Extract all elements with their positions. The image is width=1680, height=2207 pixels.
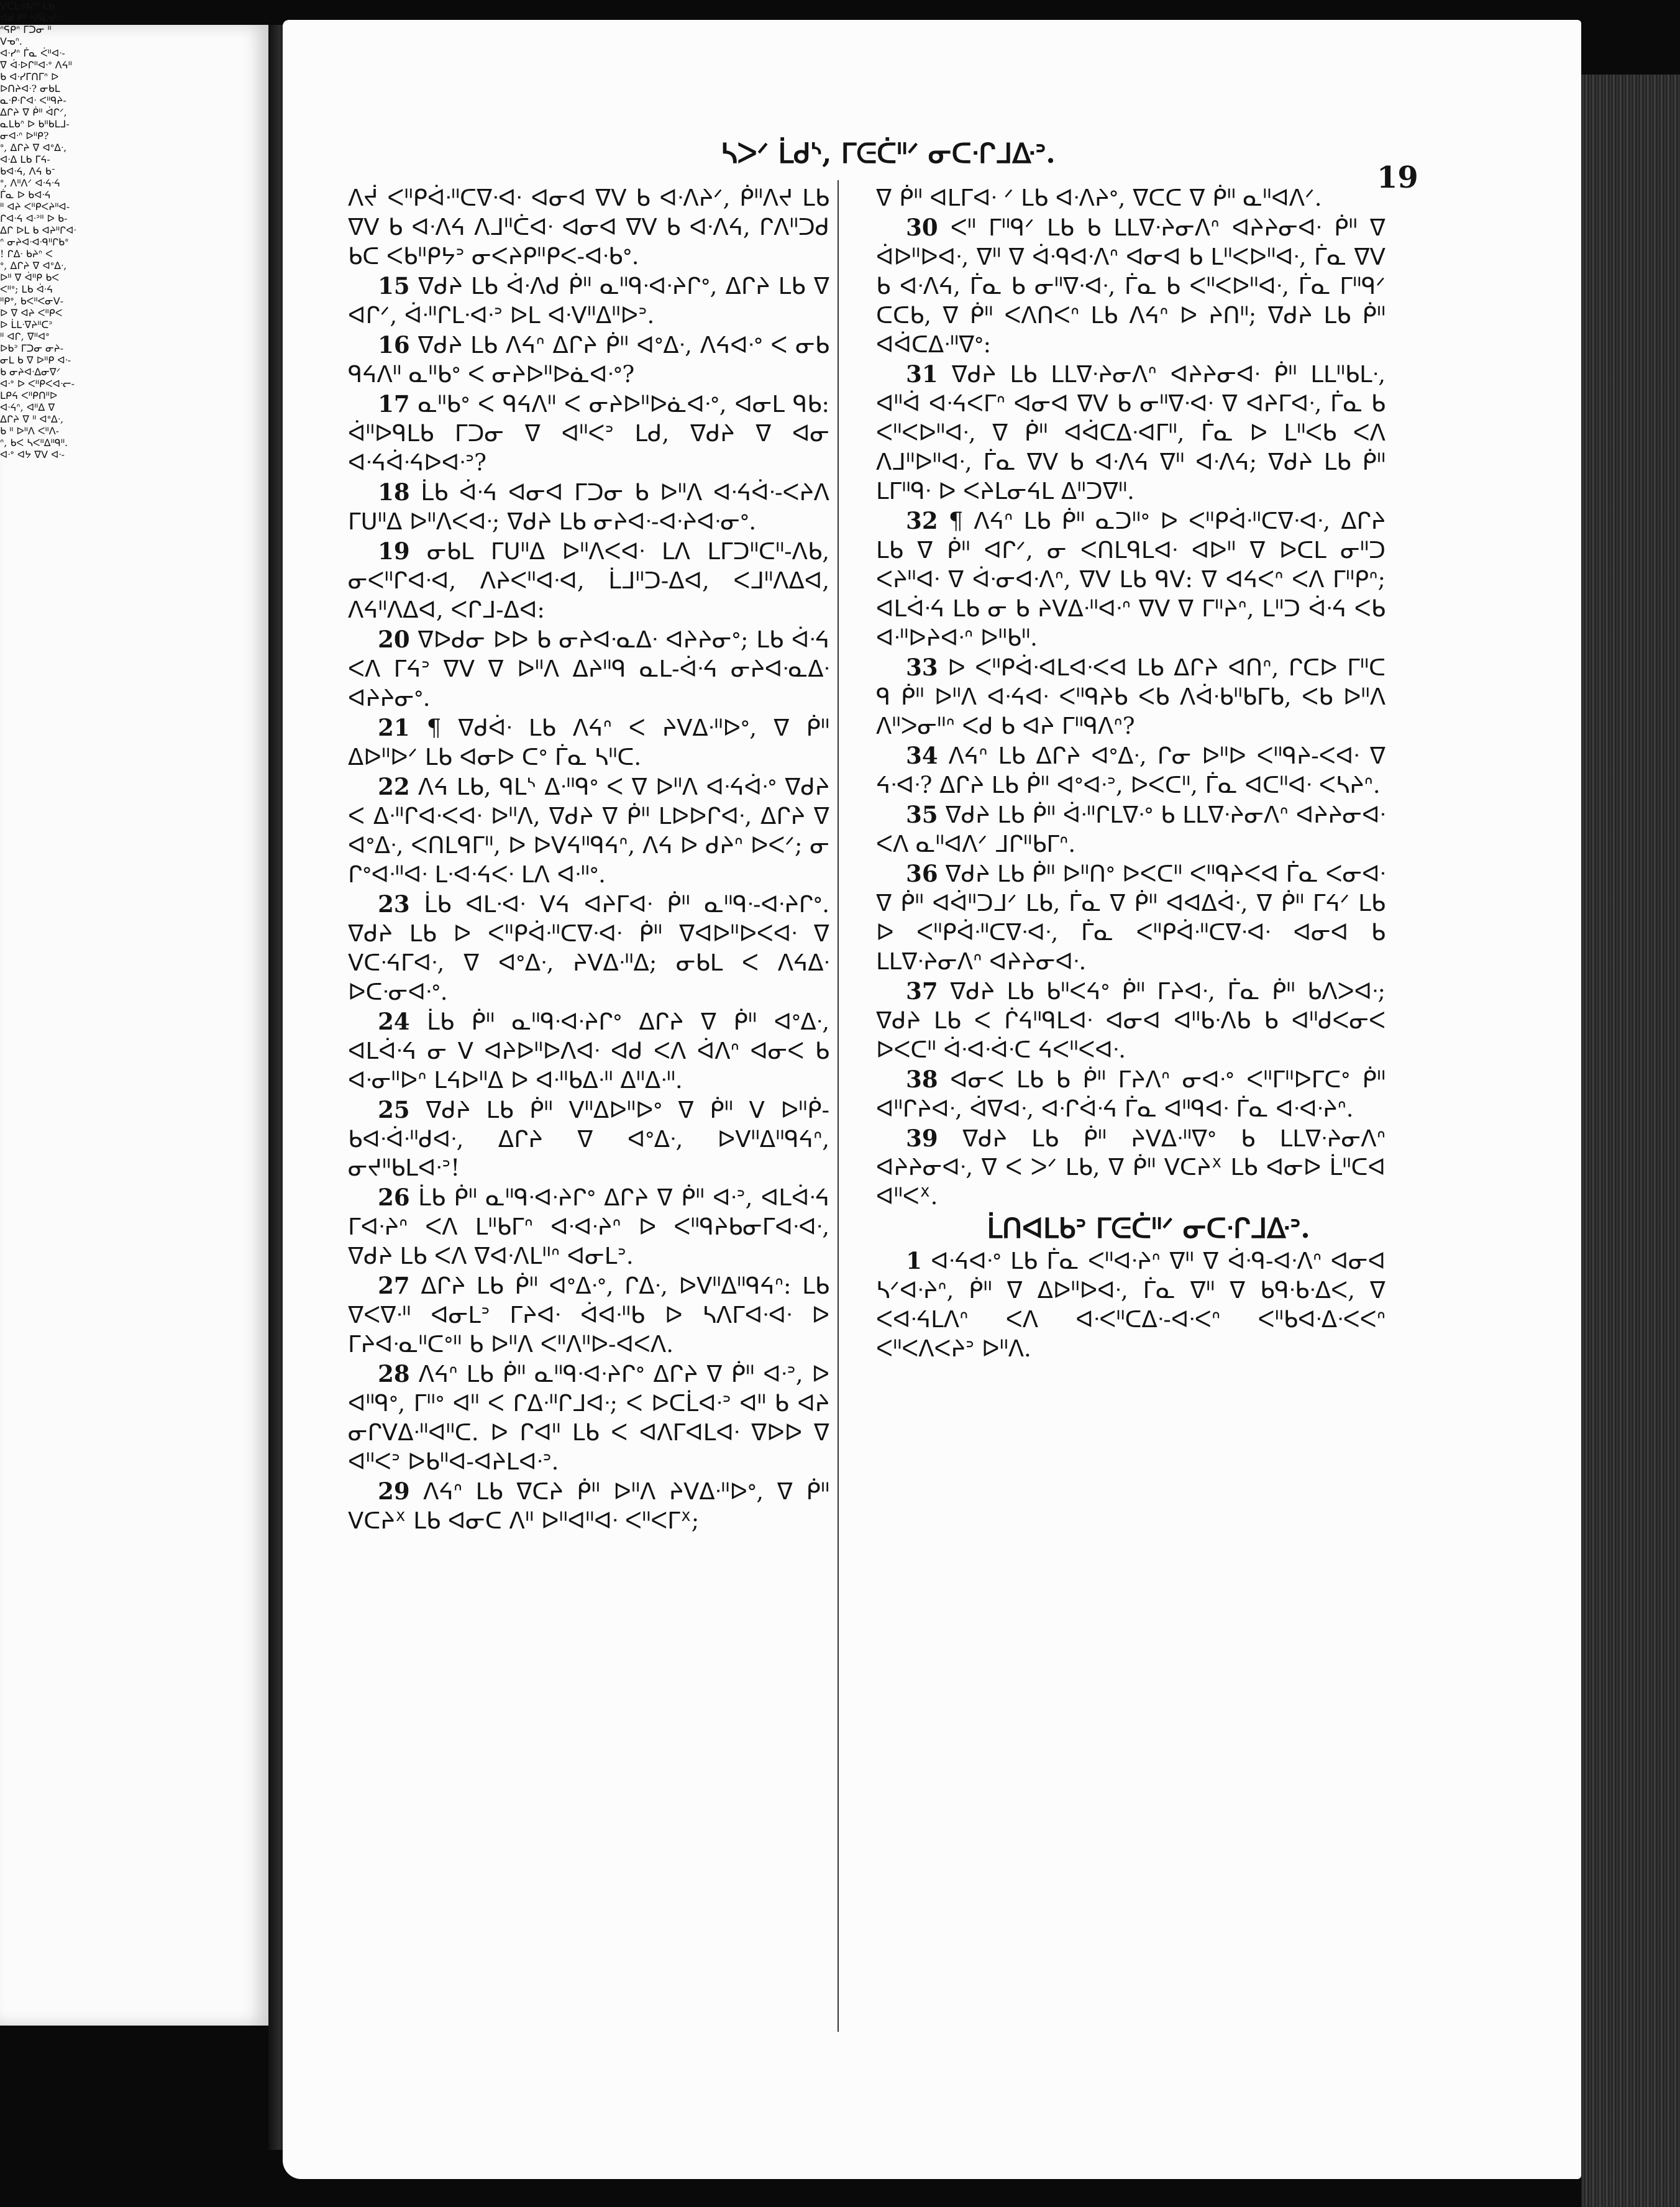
verse: [348, 1271, 829, 1359]
verse-number: 36: [906, 859, 938, 887]
verse: [876, 800, 1386, 859]
left-page-fragment: ᐁ ᐋᐧᐅᒋᐦᐊᐧᐤ ᐱᔦᐦ: [0, 59, 72, 71]
verse: [348, 1477, 829, 1536]
verse: [876, 1124, 1386, 1212]
verse-number: 17: [378, 390, 410, 418]
verse-number: 30: [906, 213, 938, 241]
verse: [876, 506, 1386, 653]
verse-text: ᐊᓂᐸ ᒪᑲ ᑲ ᑮᐦ ᒥᔨᐱᐢ ᓂᐊᐧᐤ ᐸᐦᒥᐦᐅᒥᑕᐤ ᑮᐦ ᐊᐦᒋᔨᐊᐧ, ᐋᐁᐊᐧ, ᐊᐧᒋᐋᐧᔦ ᒦᓇ ᐊᐦᑫᐊᐧ ᒦᓇ ᐊᐧᐊᐧᔨᐢ.: [876, 1066, 1386, 1122]
right-column: [876, 184, 1386, 1364]
verse-text: ᐅ ᐸᐦᑭᐋᐧᐊᒪᐊᐧᐸᐊ ᒪᑲ ᐃᒋᔨ ᐊᑎᐢ, ᒋᑕᐅ ᒥᐦᑕ ᑫ ᑮᐦ ᐅᐦᐱ ᐊᐧᔦᐊᐧ ᐸᐦᑫᔨᑲ ᐸᑲ ᐱᐋᐧᑲᐦᑲᒥᑲ, ᐸᑲ ᐅᐦᐱ ᐱᐦᐳᓂᐦᐢ ᐸᑯ ᑲ ᐊᔨ ᒥᐦᑫᐱᐢ?: [876, 654, 1386, 739]
verse: [348, 625, 829, 713]
verse-number: 39: [906, 1124, 938, 1152]
verse-number: 16: [378, 331, 410, 359]
verse-number: 38: [906, 1065, 938, 1093]
left-page-fragment: ᐊᑯ ᑭᐦ ᓴᕋᒪᐧᓯᐢ: [0, 12, 60, 24]
left-column: [348, 184, 829, 1536]
verse-text: ᐊᐧᔦᐊᐧᐤ ᒪᑲ ᒦᓇ ᐸᐦᐊᐧᔨᐢ ᐁᐦ ᐁ ᐋᐧᑫ-ᐊᐧᐱᐢ ᐊᓂᐊ ᓴᐟᐊᐧᔨᐢ, ᑮᐦ ᐁ ᐃᐅᐦᐅᐊᐧ, ᒦᓇ ᐁᐦ ᐁ ᑲᑫᐧᑲᐧᐃᐸ, ᐁ ᐸᐊᐧᔦᒪᐱᐢ ᐸᐱ ᐊᐧᐸᐦᑕᐃᐧ-ᐊᐧᐸᐢ ᐸᐦᑲᐊᐧᐃᐧᐸᐸᐢ ᐸᐦᐸᐱᐸᔨᐣ ᐅᐦᐱ.: [876, 1248, 1386, 1363]
verse: [348, 890, 829, 1007]
verse: [348, 272, 829, 331]
verse-number: 1: [906, 1247, 922, 1275]
left-page-fragment: ᐸᐦᐤ; ᒪᑲ ᐋᐧᔦ: [0, 283, 53, 295]
verse-number: 33: [906, 653, 938, 681]
verse: [348, 713, 829, 772]
verse-number: 21: [378, 713, 410, 741]
left-page-fragment: ᐤ, ᐱᐦᐱᐟ ᐊᐧᔦᐧᔦ: [0, 177, 60, 189]
verse-text: ᐁᑯᔨ ᒪᑲ ᐋᐧᐱᑯ ᑮᐦ ᓇᐦᑫᐧᐊᐧᔨᒋᐤ, ᐃᒋᔨ ᒪᑲ ᐁ ᐊᒋᐟ, ᐋᐧᐦᒋᒪᐧᐊᐧᐣ ᐅᒪ ᐊᐧᐯᐦᐃᐦᐅᐣ.: [348, 272, 829, 329]
verse-text: ᓇᐦᑲᐤ ᐸ ᑫᔦᐱᐦ ᐸ ᓂᔨᐅᐦᐅᓈᐊᐧᐤ, ᐊᓂᒪ ᑫᑲ: ᐋᐦᐅᑫᒪᑲ ᒥᑐᓂ ᐁ ᐊᐦᐸᐣ ᒪᑯ, ᐁᑯᔨ ᐁ ᐊᓂ ᐊᐧᔦᐋᐧᔦᐅᐊᐧᐣ?: [348, 390, 829, 476]
verse-text: ᐁᐅᑯᓂ ᐅᐅ ᑲ ᓂᔨᐊᐧᓇᐃᐧ ᐊᔨᔨᓂᐤ; ᒪᑲ ᐋᐧᔦ ᐸᐱ ᒥᔦᐣ ᐁᐯ ᐁ ᐅᐦᐱ ᐃᔨᐦᑫ ᓇᒪ-ᐋᐧᔦ ᓂᔨᐊᐧᓇᐃᐧ ᐊᔨᔨᓂᐤ.: [348, 626, 830, 711]
verse: [876, 1065, 1386, 1124]
left-page-fragment: ᐃᒋᔨ ᐁ ᑮᐦ ᐋᒋᐟ,: [0, 106, 67, 118]
left-page-fragment: ᐊᐧᐃ ᒪᑲ ᒥᔦ-: [0, 153, 50, 165]
left-page-fragment: ᐊᐧᐤ ᐊᔭ ᐁᐯ ᐊᐧ-: [0, 449, 65, 460]
left-page-fragment: ᐯᑕᒪᐧᐊᓯᐢ ᒪᑲ: [0, 0, 55, 12]
left-page-fragment: ᓇᐧᑭᐧᒋᐊᐧ ᐸᐦᑫᔨ-: [0, 94, 66, 106]
left-page-fragment: ᐅᑎᔨᐊᐧ? ᓂᑲᒪ: [0, 83, 60, 94]
verse: [348, 478, 829, 537]
verse: [876, 213, 1386, 360]
verse-text: ᒫᑲ ᐋᐧᔦ ᐊᓂᐊ ᒥᑐᓂ ᑲ ᐅᐦᐱ ᐊᐧᔦᐋᐧ-ᐸᔨᐱ ᒥᑌᐦᐃ ᐅᐦᐱᐸᐊᐧ; ᐁᑯᔨ ᒪᑲ ᓂᔨᐊᐧ-ᐊᐧᔨᐊᐧᓂᐤ.: [348, 478, 829, 535]
left-page-fragment: ᐢ ᓂᔨᐊᐧᐊᐧᑫᐦᒋᑲᐤ: [0, 236, 69, 248]
verse-text: ᒫᑲ ᐊᒪᐧᐊᐧ ᐯᔦ ᐊᔨᒥᐊᐧ ᑮᐦ ᓇᐦᑫᐧ-ᐊᐧᔨᒋᐤ. ᐁᑯᔨ ᒪᑲ ᐅ ᐸᐦᑭᐋᐧᐦᑕᐁᐧᐊᐧ ᑮᐦ ᐁᐊᐅᐦᐅᐸᐊᐧ ᐁ ᐯᑕᐧᔦᒥᐊᐧ, ᐁ ᐊᐤᐃᐧ, ᔨᐯᐃᐧᐦᐃ; ᓂᑲᒪ ᐸ ᐱᔦᐃᐧ ᐅᑕᐧᓂᐊᐧᐤ.: [348, 890, 830, 1005]
verse-text: ᐱᔫ ᐸᐦᑭᐋᐧᐦᑕᐁᐧᐊᐧ ᐊᓂᐊ ᐁᐯ ᑲ ᐊᐧᐱᔨᐟ, ᑮᐦᐱᔪ ᒪᑲ ᐁᐯ ᑲ ᐊᐧᐱᔦ ᐱᒧᐦᑖᐊᐧ ᐊᓂᐊ ᐁᐯ ᑲ ᐊᐧᐱᔦ, ᒋᐱᐦᑐᑯ ᑲᑕ ᐸᑲᐦᑭᔭᐣ ᓂᐸᔨᑭᐦᑭᐸ-ᐊᐧᑲᐤ.: [348, 185, 829, 270]
verse-number: 18: [378, 478, 410, 506]
verse: [876, 360, 1386, 506]
left-page-fragment: ᒪᑭᔦ ᐸᐦᑭᑎᐦᐅ: [0, 390, 58, 401]
verse-text: ¶ ᐁᑯᐋᐧ ᒪᑲ ᐱᔦᐢ ᐸ ᔨᐯᐃᐧᐦᐅᐤ, ᐁ ᑮᐦ ᐃᐅᐦᐅᐟ ᒪᑲ ᐊᓂᐅ ᑕᐤ ᒦᓇ ᓴᐦᑕ.: [348, 714, 830, 770]
left-page-fragment: ! ᒋᐃᐧ ᑲᔨᐢ ᐸ: [0, 248, 53, 260]
verse: [348, 1095, 829, 1184]
verse-number: 34: [906, 741, 938, 769]
left-page-fragment: ᐅᐦ ᐁ ᐋᐦᑭ ᑲᐸ: [0, 272, 59, 283]
section-title: ᒫᑎᐊᒪᑲᐣ ᒥᕮᑖᐦᐟ ᓂᑕᐧᒋᒧᐏᐣ.: [987, 1213, 1310, 1245]
left-page-fragment: ᓂᒪ ᑲ ᐁ ᐅᐦᑭ ᐊᐧ-: [0, 354, 71, 366]
verse: [348, 184, 829, 272]
verse-text: ᐁᑯᔨ ᒪᑲ ᑮᐦ ᐋᐧᐦᒋᒪᐁᐧᐤ ᑲ ᒪᒪᐁᐧᔨᓂᐱᐢ ᐊᔨᔨᓂᐊᐧ ᐸᐱ ᓇᐦᐊᐱᐟ ᒧᒋᐦᑲᒥᐢ.: [876, 801, 1386, 857]
verse-text: ᐁᑯᔨ ᒪᑲ ᒪᒪᐁᐧᔨᓂᐱᐢ ᐊᔨᔨᓂᐊᐧ ᑮᐦ ᒪᒪᐦᑲᒪᐧ, ᐊᐦᐋ ᐊᐧᔦᐸᒥᐢ ᐊᓂᐊ ᐁᐯ ᑲ ᓂᐦᐁᐧᐊᐧ ᐁ ᐊᔨᒥᐊᐧ, ᒦᓇ ᑲ ᐸᐦᐸᐅᐦᐊᐧ, ᐁ ᑮᐦ ᐊᐋᑕᐃᐧᐊᒥᐦ, ᒦᓇ ᐅ ᒪᐦᐸᑲ ᐸᐱ ᐱᒧᐦᐅᐦᐊᐧ, ᒦᓇ ᐁᐯ ᑲ ᐊᐧᐱᔦ ᐁᐦ ᐊᐧᐱᔦ; ᐁᑯᔨ ᒪᑲ ᑮᐦ ᒪᒥᐦᑫᐧ ᐅ ᐸᔨᒪᓂᔦᒪ ᐃᐦᑐᐁᐦ.: [876, 360, 1386, 505]
verse-number: 37: [906, 977, 938, 1005]
left-page-fragment: ᐊᐧᐤ ᐅ ᐸᐦᑭᐸᐊᐧᓕ-: [0, 378, 75, 390]
verse-text: ᐱᔦ ᒪᑲ, ᑫᒪᔅ ᐃᐧᐦᑫᐤ ᐸ ᐁ ᐅᐦᐱ ᐊᐧᔦᐋᐧᐤ ᐁᑯᔨ ᐸ ᐃᐧᐦᒋᐊᐧᐸᐊᐧ ᐅᐦᐱ, ᐁᑯᔨ ᐁ ᑮᐦ ᒪᐅᐅᒋᐊᐧ, ᐃᒋᔨ ᐁ ᐊᐤᐃᐧ, ᐸᑎᒪᑫᒥᐦ, ᐅ ᐅᐯᔦᐦᑫᔦᐢ, ᐱᔦ ᐅ ᑯᔨᐢ ᐅᐸᐟ; ᓂ ᒋᐤᐊᐧᐦᐊᐧ ᒪᐧᐊᐧᔦᐸᐧ ᒪᐱ ᐊᐧᐦᐤ.: [348, 773, 829, 888]
verse-number: 27: [378, 1272, 410, 1300]
left-page-fragments: [0, 0, 268, 2026]
left-page-fragment: ᓇᒪᑲᐢ ᐅ ᑲᐦᑲᒪᒧ-: [0, 118, 70, 130]
verse: [876, 977, 1386, 1065]
left-page-fragment: ᐦᑭᐤ, ᑲᐸᐦᐸᓂᐯ-: [0, 295, 64, 307]
left-page-fragment: ᐃᒋᔨ ᐁ ᐦ ᐊᐤᐃᐧ,: [0, 413, 64, 425]
left-page-fragment: ᐅᑲᐣ ᒥᑐᓂ ᓂᔨ-: [0, 342, 64, 354]
verse-number: 20: [378, 625, 410, 653]
verse: [348, 1183, 829, 1271]
left-page-fragment: ᐢᕋᑭᐢ ᒥᑐᓂ ᐦ: [0, 24, 52, 35]
left-page-fragment: ᑲᐊᐧᔦ, ᐱᔦ ᑲᐨ: [0, 165, 55, 177]
left-page-fragment: ᐅ ᐁ ᐊᔨ ᐸᐦᑭᐸ: [0, 307, 63, 319]
verse-number: 35: [906, 800, 938, 828]
left-page-fragment: ᐢ, ᑲᐸ ᓴᐸᐦᐃᐦᑫᐦ.: [0, 437, 68, 449]
left-page-fragment: ᐦ ᐊᔨ ᐸᐦᑭᐸᔨᐦᐊ-: [0, 201, 70, 212]
verse-number: 28: [378, 1360, 410, 1388]
left-page-fragment: ᐯᓀᐢ.: [0, 35, 22, 47]
verse-text: ᐁᑯᔨ ᒪᑲ ᑲᐦᐸᔦᐤ ᑮᐦ ᒥᔨᐊᐧ, ᒦᓇ ᑮᐦ ᑲᐱᐳᐊᐧ; ᐁᑯᔨ ᒪᑲ ᐸ ᒌᔦᐦᑫᒪᐊᐧ ᐊᓂᐊ ᐊᐦᑲᐧᐱᑲ ᑲ ᐊᐦᑯᐸᓂᐸ ᐅᐸᑕᐦ ᐋᐧᐊᐧᐋᐧᑕ ᔦᐸᐦᐸᐊᐧ.: [876, 977, 1386, 1063]
left-page-fragment: ᐊᐧᔦᐢ, ᐊᐦᐃ ᐁ: [0, 401, 55, 413]
verse-text: ᐁᑯᔨ ᒪᑲ ᑮᐦ ᔨᐯᐃᐧᐦᐁᐤ ᑲ ᒪᒪᐁᐧᔨᓂᐱᐢ ᐊᔨᔨᓂᐊᐧ, ᐁ ᐸ ᐳᐟ ᒪᑲ, ᐁ ᑮᐦ ᐯᑕᔨᕽ ᒪᑲ ᐊᓂᐅ ᒫᐦᑕᐊ ᐊᐦᐸᕽ.: [876, 1125, 1386, 1210]
verse-number: 25: [378, 1095, 410, 1123]
verse-text: ᐁᑯᔨ ᒪᑲ ᑮᐦ ᐅᐦᑎᐤ ᐅᐸᑕᐦ ᐸᐦᑫᔨᐸᐊ ᒦᓇ ᐸᓂᐊᐧ ᐁ ᑮᐦ ᐊᐋᐦᑐᒧᐟ ᒪᑲ, ᒦᓇ ᐁ ᑮᐦ ᐊᐊᐃᐋᐧ, ᐁ ᑮᐦ ᒥᔦᐟ ᒪᑲ ᐅ ᐸᐦᑭᐋᐧᐦᑕᐁᐧᐊᐧ, ᒦᓇ ᐸᐦᑭᐋᐧᐦᑕᐁᐧᐊᐧ ᐊᓂᐊ ᑲ ᒪᒪᐁᐧᔨᓂᐱᐢ ᐊᔨᔨᓂᐊᐧ.: [876, 860, 1386, 975]
verse-number: 26: [378, 1184, 410, 1212]
verse: [348, 390, 829, 478]
verse-number: 15: [378, 272, 410, 299]
verse-text: ᓂᑲᒪ ᒥᑌᐦᐃ ᐅᐦᐱᐸᐊᐧ ᒪᐱ ᒪᒥᑐᐦᑕᐦ-ᐱᑲ, ᓂᐸᐦᒋᐊᐧᐊ, ᐱᔨᐸᐦᐊᐧᐊ, ᒫᒧᐦᑐ-ᐃᐊ, ᐸᒧᐦᐱᐃᐊ, ᐱᔦᐦᐱᐃᐊ, ᐸᒋᒧ-ᐃᐊ:: [348, 537, 829, 623]
left-page-fragment: ᐅ ᒫᒪᐧᐁᔨᐦᑕᐣ: [0, 319, 53, 331]
verse: [876, 653, 1386, 741]
verse-number: 24: [378, 1007, 410, 1035]
verse-text: ᐱᔦᐢ ᒪᑲ ᐃᒋᔨ ᐊᐤᐃᐧ, ᒋᓂ ᐅᐦᐅ ᐸᐦᑫᔨ-ᐸᐊᐧ ᐁ ᔦᐧᐊᐧ? ᐃᒋᔨ ᒪᑲ ᑮᐦ ᐊᐤᐊᐧᐣ, ᐅᐸᑕᐦ, ᒦᓇ ᐊᑕᐦᐊᐧ ᐸᓴᔨᐢ.: [876, 742, 1386, 798]
left-page-fragment: ᐊᐧᓯᐢ ᒦᓇ ᐹᐦᐊᐧ-: [0, 47, 65, 59]
verse: [876, 184, 1386, 213]
column-rule: [838, 180, 839, 2032]
left-page-fragment: ᐃᒋ ᐅᒪ ᑲ ᐊᔨᐦᒋᐊᐧ: [0, 224, 76, 236]
left-page-fragment: ᒦᓇ ᐅ ᑲᐊᐧᔦ: [0, 189, 51, 201]
verse-text: ᐁᑯᔨ ᒪᑲ ᐱᔦᐢ ᐃᒋᔨ ᑮᐦ ᐊᐤᐃᐧ, ᐱᔦᐊᐧᐤ ᐸ ᓂᑲ ᑫᔦᐱᐦ ᓇᐦᑲᐤ ᐸ ᓂᔨᐅᐦᐅᓈᐊᐧᐤ?: [348, 331, 830, 388]
left-page-fragment: ᑲ ᓂᔨᐊᐧᐃᓂᐁᐟ: [0, 366, 61, 378]
verse: [348, 331, 829, 390]
verse-text: ᐁ ᑮᐦ ᐊᒪᒥᐊᐧ ᐟ ᒪᑲ ᐊᐧᐱᔨᐤ, ᐁᑕᑕ ᐁ ᑮᐦ ᓇᐦᐊᐱᐟ.: [876, 185, 1322, 211]
page-edges: [1581, 75, 1680, 2207]
verse-number: 22: [378, 772, 410, 800]
verse: [876, 1246, 1386, 1364]
verse-text: ᐁᑯᔨ ᒪᑲ ᑮᐦ ᐯᐦᐃᐅᐦᐅᐤ ᐁ ᑮᐦ ᐯ ᐅᐦᑮ-ᑲᐊᐧᐋᐧᐦᑯᐊᐧ, ᐃᒋᔨ ᐁ ᐊᐤᐃᐧ, ᐅᐯᐦᐃᐦᑫᔦᐢ, ᓂᔪᐦᑲᒪᐊᐧᐣ!: [348, 1096, 829, 1182]
verse: [348, 537, 829, 625]
page-number: 19: [1377, 160, 1418, 195]
left-page-fragment: ᒋᐊᐧᔦ ᐊᐧᐣᐦ ᐅ ᑲ-: [0, 212, 68, 224]
left-page-fragment: ᐤ, ᐃᒋᔨ ᐁ ᐊᐤᐃᐧ,: [0, 142, 67, 153]
verse-number: 29: [378, 1478, 410, 1506]
verse-text: ᐃᒋᔨ ᒪᑲ ᑮᐦ ᐊᐤᐃᐧᐤ, ᒋᐃᐧ, ᐅᐯᐦᐃᐦᑫᔦᐢ: ᒪᑲ ᐁᐸᐁᐧᐦ ᐊᓂᒪᐣ ᒥᔨᐊᐧ ᐋᐊᐧᐦᑲ ᐅ ᓴᐱᒥᐊᐧᐊᐧ ᐅ ᒥᔨᐊᐧᓇᐦᑕᐤᐦ ᑲ ᐅᐦᐱ ᐸᐦᐱᐦᐅ-ᐊᐸᐱ.: [348, 1273, 830, 1358]
verse: [876, 741, 1386, 800]
running-head: ᓴᐳᐟ ᒫᑯᔅ, ᒥᕮᑖᐦᐟ ᓂᑕᐧᒋᒧᐏᐣ.: [721, 138, 1056, 170]
verse: [348, 1007, 829, 1095]
verse-text: ᒫᑲ ᑮᐦ ᓇᐦᑫᐧᐊᐧᔨᒋᐤ ᐃᒋᔨ ᐁ ᑮᐦ ᐊᐤᐃᐧ, ᐊᒪᐋᐧᔦ ᓂ ᐯ ᐊᔨᐅᐦᐅᐱᐊᐧ ᐊᑯ ᐸᐱ ᐋᐱᐢ ᐊᓂᐸ ᑲ ᐊᐧᓂᐦᐅᐢ ᒪᔦᐅᐦᐃ ᐅ ᐊᐧᐦᑲᐃᐧᐦ ᐃᐦᐃᐧᐦ.: [348, 1008, 829, 1094]
left-page-fragment: ᐦ ᐊᒋ, ᐁᐦᐊᐤ: [0, 331, 50, 342]
verse: [348, 1359, 829, 1477]
verse-text: ᐱᔦᐢ ᒪᑲ ᑮᐦ ᓇᐦᑫᐧᐊᐧᔨᒋᐤ ᐃᒋᔨ ᐁ ᑮᐦ ᐊᐧᐣ, ᐅ ᐊᐦᑫᐤ, ᒥᐦᐤ ᐊᐦ ᐸ ᒋᐃᐧᐦᒋᒧᐊᐧ; ᐸ ᐅᑕᒫᐊᐧᐣ ᐊᐦ ᑲ ᐊᔨ ᓂᒋᐯᐃᐧᐦᐊᐦᑕ. ᐅ ᒋᐊᐦ ᒪᑲ ᐸ ᐊᐱᒥᐊᒪᐊᐧ ᐁᐅᐅ ᐁ ᐊᐦᐸᐣ ᐅᑲᐦᐊ-ᐊᔨᒪᐊᐧᐣ.: [348, 1361, 830, 1476]
left-page-fragment: ᐤ, ᐃᒋᔨ ᐁ ᐊᐤᐃᐧ,: [0, 260, 67, 272]
left-page-fragment: ᓂᐊᐧᐢ ᐅᐦᑭ?: [0, 130, 49, 142]
verse-text: ᐱᔦᐢ ᒪᑲ ᐁᑕᔨ ᑮᐦ ᐅᐦᐱ ᔨᐯᐃᐧᐦᐅᐤ, ᐁ ᑮᐦ ᐯᑕᔨᕽ ᒪᑲ ᐊᓂᑕ ᐱᐦ ᐅᐦᐊᐦᐊᐧ ᐸᐦᐸᒥᕽ;: [348, 1478, 829, 1535]
verse-number: 31: [906, 360, 938, 388]
verse-text: ¶ ᐱᔦᐢ ᒪᑲ ᑮᐦ ᓇᑐᐦᐤ ᐅ ᐸᐦᑭᐋᐧᐦᑕᐁᐧᐊᐧ, ᐃᒋᔨ ᒪᑲ ᐁ ᑮᐦ ᐊᒋᐟ, ᓂ ᐸᑎᒪᑫᒪᐊᐧ ᐊᐅᐦ ᐁ ᐅᑕᒪ ᓂᐦᑐ ᐸᔨᐦᐊᐧ ᐁ ᐋᐧᓂᐊᐧᐱᐢ, ᐁᐯ ᒪᑲ ᑫᐯ: ᐁ ᐊᔦᐸᐢ ᐸᐱ ᒥᐦᑭᐢ; ᐊᒪᐋᐧᔦ ᒪᑲ ᓂ ᑲ ᔨᐯᐃᐧᐦᐊᐧᐢ ᐁᐯ ᐁ ᒥᐦᔨᐢ, ᒪᐦᑐ ᐋᐧᔦ ᐸᑲ ᐊᐧᐦᐅᔨᐊᐧᐢ ᐅᐦᑲᐦ.: [876, 507, 1386, 651]
verse-number: 19: [378, 537, 410, 565]
left-page-fragment: ᑲ ᐊᐧᓯᒥᑎᒥᐢ ᐅ: [0, 71, 59, 83]
verse: [876, 859, 1386, 977]
verse-text: ᐸᐦ ᒥᐦᑫᐟ ᒪᑲ ᑲ ᒪᒪᐁᐧᔨᓂᐱᐢ ᐊᔨᔨᓂᐊᐧ ᑮᐦ ᐁ ᐋᐅᐦᐅᐊᐧ, ᐁᐦ ᐁ ᐋᐧᑫᐊᐧᐱᐢ ᐊᓂᐊ ᑲ ᒪᐦᐸᐅᐦᐊᐧ, ᒦᓇ ᐁᐯ ᑲ ᐊᐧᐱᔦ, ᒦᓇ ᑲ ᓂᐦᐁᐧᐊᐧ, ᒦᓇ ᑲ ᐸᐦᐸᐅᐦᐊᐧ, ᒦᓇ ᒥᐦᑫᐟ ᑕᑕᑲ, ᐁ ᑮᐦ ᐸᐱᑎᐸᐢ ᒪᑲ ᐱᔦᐢ ᐅ ᔨᑎᐦ; ᐁᑯᔨ ᒪᑲ ᑮᐦ ᐊᐋᑕᐃᐧᐦᐁᐤ:: [876, 214, 1386, 358]
left-page-fragment: ᑲ ᐦ ᐅᐦᐱ ᐸᐦᐱ-: [0, 425, 60, 437]
verse-number: 32: [906, 506, 938, 534]
verse-text: ᒫᑲ ᑮᐦ ᓇᐦᑫᐧᐊᐧᔨᒋᐤ ᐃᒋᔨ ᐁ ᑮᐦ ᐊᐧᐣ, ᐊᒪᐋᐧᔦ ᒥᐊᐧᔨᐢ ᐸᐱ ᒪᐦᑲᒥᐢ ᐊᐧᐊᐧᔨᐢ ᐅ ᐸᐦᑫᔨᑲᓂᒥᐊᐧᐊᐧ, ᐁᑯᔨ ᒪᑲ ᐸᐱ ᐁᐊᐧᐱᒪᐦᐢ ᐊᓂᒪᐣ.: [348, 1184, 829, 1270]
verse: [348, 772, 829, 890]
verse-number: 23: [378, 890, 410, 918]
